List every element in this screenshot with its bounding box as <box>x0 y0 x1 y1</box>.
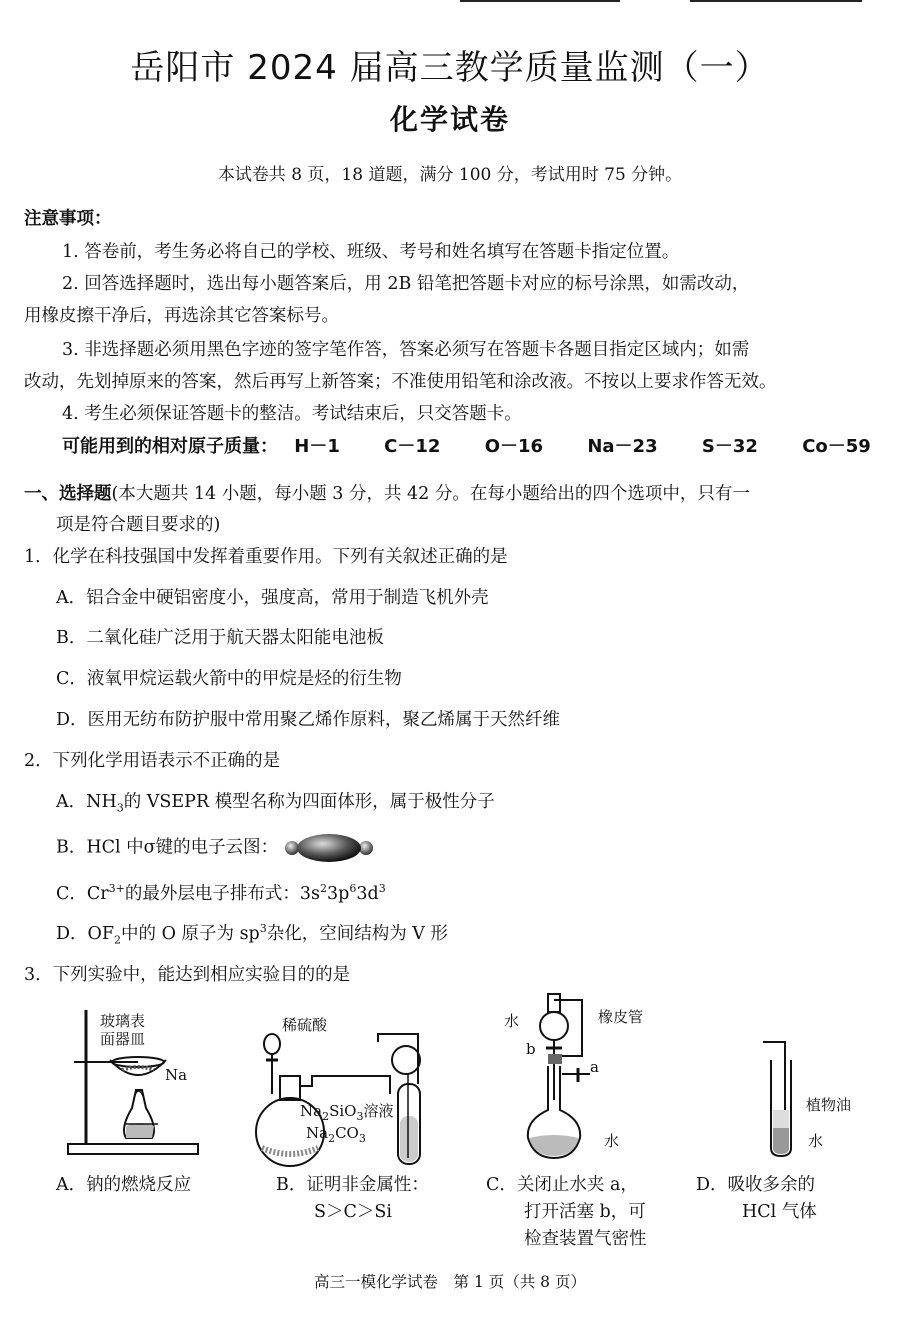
q2-c-text: C．Cr <box>56 884 109 904</box>
atomic-mass: H－1 <box>294 436 340 457</box>
section-title: 一、选择题 <box>24 484 112 504</box>
electron-cloud-icon <box>284 832 374 864</box>
atomic-masses <box>62 432 900 458</box>
notice-heading: 注意事项： <box>24 209 112 229</box>
q2-c-sup3: 3 <box>378 882 386 896</box>
apparatus-b-diagram <box>240 1020 440 1170</box>
page-subtitle: 化学试卷 <box>389 103 510 136</box>
exam-intro: 本试卷共 8 页，18 道题，满分 100 分，考试用时 75 分钟。 <box>217 165 683 185</box>
q2-c-p: 3p <box>327 884 350 904</box>
top-rule-left <box>460 0 620 2</box>
atomic-mass: Na－23 <box>587 436 658 457</box>
label-sodium: Na <box>165 1066 188 1084</box>
q2-b-text: B．HCl 中σ键的电子云图： <box>56 837 279 858</box>
q1-option-b: B．二氧化硅广泛用于航天器太阳能电池板 <box>56 628 384 648</box>
label-rubber-tube: 橡皮管 <box>598 1008 644 1026</box>
q3-caption-c <box>486 1172 647 1253</box>
q3-caption-b <box>276 1172 429 1226</box>
q2-d-text-end: 杂化，空间结构为 V 形 <box>266 924 449 944</box>
q2-option-c <box>56 880 876 905</box>
q2-c-sup2: 6 <box>349 882 357 896</box>
top-rule-right <box>690 0 862 2</box>
label-sulfuric-acid: 稀硫酸 <box>282 1016 328 1034</box>
q3-caption-d-line1: D．吸收多余的 <box>696 1175 816 1195</box>
q2-option-a <box>56 788 876 815</box>
notice-item: 用橡皮擦干净后，再选涂其它答案标号。 <box>24 306 339 326</box>
q3-caption-c-line2: 打开活塞 b，可 <box>524 1202 646 1222</box>
q2-c-text-mid: 的最外层电子排布式：3s <box>124 884 320 904</box>
q1-stem: 1．化学在科技强国中发挥着重要作用。下列有关叙述正确的是 <box>24 547 508 567</box>
q3-caption-a: A．钠的燃烧反应 <box>56 1175 192 1195</box>
atomic-mass: S－32 <box>701 436 758 457</box>
label-water-tube: 水 <box>808 1132 824 1150</box>
atomic-mass: Co－59 <box>802 436 871 457</box>
q2-a-text-end: 的 VSEPR 模型名称为四面体形，属于极性分子 <box>123 792 495 812</box>
section-heading <box>24 480 876 505</box>
q2-d-text: D．OF <box>56 924 115 944</box>
q3-caption-c-line3: 检查装置气密性 <box>524 1229 647 1249</box>
q3-stem: 3．下列实验中，能达到相应实验目的的是 <box>24 965 351 985</box>
q1-option-c: C．液氧甲烷运载火箭中的甲烷是烃的衍生物 <box>56 669 402 689</box>
q2-c-d: 3d <box>356 884 379 904</box>
label-water-top: 水 <box>504 1012 520 1030</box>
label-clamp-a: a <box>590 1058 599 1076</box>
label-stopcock-b: b <box>526 1040 536 1058</box>
label-glass-dish: 玻璃表 <box>100 1012 146 1030</box>
atomic-mass: O－16 <box>484 436 544 457</box>
q2-a-sub: 3 <box>116 801 124 815</box>
q1-option-a: A．铝合金中硬铝密度小，强度高，常用于制造飞机外壳 <box>56 588 489 608</box>
atomic-mass: C－12 <box>384 436 441 457</box>
q3-caption-d <box>696 1172 817 1226</box>
q2-stem: 2．下列化学用语表示不正确的是 <box>24 751 281 771</box>
label-sodium-silicate: $Na_2SiO_3$溶液 <box>300 1102 394 1123</box>
q2-option-d <box>56 920 876 947</box>
label-water-flask: 水 <box>604 1132 620 1150</box>
page-footer: 高三一模化学试卷 第 1 页（共 8 页） <box>314 1273 586 1291</box>
section-desc-cont: 项是符合题目要求的) <box>56 515 221 535</box>
page-title: 岳阳市 2024 届高三教学质量监测（一） <box>130 48 770 88</box>
notice-item: 3. 非选择题必须用黑色字迹的签字笔作答，答案必须写在答题卡各题目指定区域内；如需 <box>62 340 750 360</box>
notice-item: 4. 考生必须保证答题卡的整洁。考试结束后，只交答题卡。 <box>62 404 522 424</box>
notice-item: 2. 回答选择题时，选出每小题答案后，用 2B 铅笔把答题卡对应的标号涂黑，如需改动， <box>62 274 750 294</box>
atomic-masses-label: 可能用到的相对原子质量： <box>62 436 278 457</box>
section-desc: (本大题共 14 小题，每小题 3 分，共 42 分。在每小题给出的四个选项中，只有一 <box>111 484 750 504</box>
q2-c-sup: 3+ <box>108 882 125 896</box>
q2-d-sup: 3 <box>259 922 267 936</box>
q2-d-text-mid: 中的 O 原子为 sp <box>121 924 260 944</box>
q2-d-sub: 2 <box>114 933 122 947</box>
q3-caption-d-line2: HCl 气体 <box>742 1202 817 1222</box>
q3-caption-b-line2: S＞C＞Si <box>314 1202 392 1222</box>
q3-caption-b-line1: B．证明非金属性： <box>276 1175 429 1195</box>
notice-item: 改动，先划掉原来的答案，然后再写上新答案；不准使用铅笔和涂改液。不按以上要求作答无效。 <box>24 372 777 392</box>
label-glass-dish-2: 面器皿 <box>100 1030 146 1048</box>
label-sodium-carbonate: $Na_2CO_3$ <box>306 1124 366 1145</box>
q1-option-d: D．医用无纺布防护服中常用聚乙烯作原料，聚乙烯属于天然纤维 <box>56 710 561 730</box>
q2-a-text: A．NH <box>56 792 117 812</box>
notice-item: 1. 答卷前，考生务必将自己的学校、班级、考号和姓名填写在答题卡指定位置。 <box>62 242 680 262</box>
q2-option-b <box>56 832 876 864</box>
label-vegetable-oil: 植物油 <box>806 1096 852 1114</box>
q3-caption-c-line1: C．关闭止水夹 a， <box>486 1175 638 1195</box>
q2-c-sup1: 2 <box>320 882 327 896</box>
